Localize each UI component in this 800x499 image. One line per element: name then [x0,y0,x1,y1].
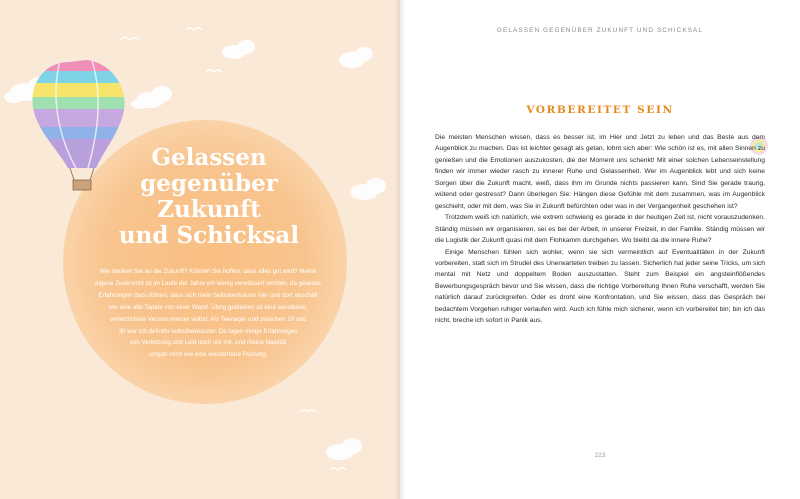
intro-line: eigene Zuversicht ist im Laufe der Jahre ein wenig verwässert worden, da gewisse [95,279,321,287]
right-page [400,0,800,499]
body-paragraph: Die meisten Menschen wissen, dass es besser ist, im Hier und Jetzt zu leben und das Beste aus dem Augenblick zu machen. Das ist leichter gesagt als getan, lohnt sich aber: Wie schön ist es, mit allen Sinnen zu genießen und die Emotionen auszukosten, die der Moment uns schenkt! Mit einer solchen Lebenseinstellung finden wir immer wieder rasch zu innerer Ruhe und Gelassenheit. Wer im Augenblick lebt und sich keine Sorgen über die Zukunft macht, weiß, dass ihm im Grunde nichts passieren kann. Sind Sie gerade traurig, wütend oder gestresst? Dann überlegen Sie: Hängen diese Gefühle mit dem zusammen, was im Augenblick geschieht, oder mit dem, was Sie in Zukunft befürchten oder was in der Vergangenheit geschehen ist? [435,134,765,210]
chapter-title-line: Gelassen [151,144,267,171]
intro-line: Erfahrungen dazu führen, dass sich mein Selbstvertrauen hier und dort abschält [98,291,318,299]
cloud-icon [131,86,172,109]
chapter-title-line: gegenüber [140,170,278,197]
chapter-intro [72,266,344,361]
chapter-title [104,145,314,249]
section-title: VORBEREITET SEIN [526,104,674,116]
body-text [435,132,765,327]
intro-line: umgab mich wie eine wunderbare Rüstung. [148,351,268,359]
intro-line: wie eine alte Tapete von einer Wand. Übrig geblieben ist eine sensiblere, [108,303,308,311]
cloud-icon [350,178,386,200]
intro-line: verletzlichere Version meiner selbst. Als Teenager und zwischen 20 und [109,315,307,323]
body-paragraph: Trotzdem weiß ich natürlich, wie extrem schwierig es gerade in der heutigen Zeit ist, nicht vorauszudenken. Ständig müssen wir organisieren, sei es bei der Arbeit, in unserer Freizeit, in der Familie. Ständig müssen wir die Logistik der Zukunft quasi mit dem Flohkamm durchgehen. Wo bleibt da die innere Ruhe? [435,214,765,245]
cloud-icon [339,47,373,68]
intro-line: Wie denken Sie an die Zukunft? Können Sie hoffen, dass alles gut wird? Meine [99,268,317,275]
chapter-title-line: Zukunft [157,196,261,223]
page-number: 223 [594,452,606,459]
intro-line: 30 war ich definitiv selbstbewusster. Da lagen einige Erfahrungen [118,327,298,335]
chapter-title-line: und Schicksal [118,222,300,249]
running-head: GELASSEN GEGENÜBER ZUKUNFT UND SCHICKSAL [496,27,704,34]
intro-line: von Verletzung und Leid noch vor mir, und meine Naivität [129,339,287,347]
book-gutter [394,0,406,499]
cloud-icon [326,438,362,460]
body-paragraph: Einige Menschen fühlen sich wohler, wenn sie sich vermeintlich auf Eventualitäten in der Zukunft vorbereiten, statt sich im Strudel des Unerwarteten treiben zu lassen. Sicherlich hat jeder seine Tricks, um sich mental mit Netz und doppeltem Boden auszustatten. Steht zum Beispiel ein angsteinflößendes Bewerbungsgespräch bevor und Sie wissen, dass die richtige Vorbereitung Ihnen Ruhe verschafft, werden Sie natürlich darauf zurückgreifen. Oder es droht eine Konfrontation, und Sie wissen, dass das Gespräch bei bedachtem Vorgehen ruhiger verlaufen wird. Auch ich fühle mich sicherer, wenn ich vorbereitet bin; bin ich das nicht, breche ich sofort in Panik aus. [435,248,765,325]
cloud-icon [222,40,255,59]
